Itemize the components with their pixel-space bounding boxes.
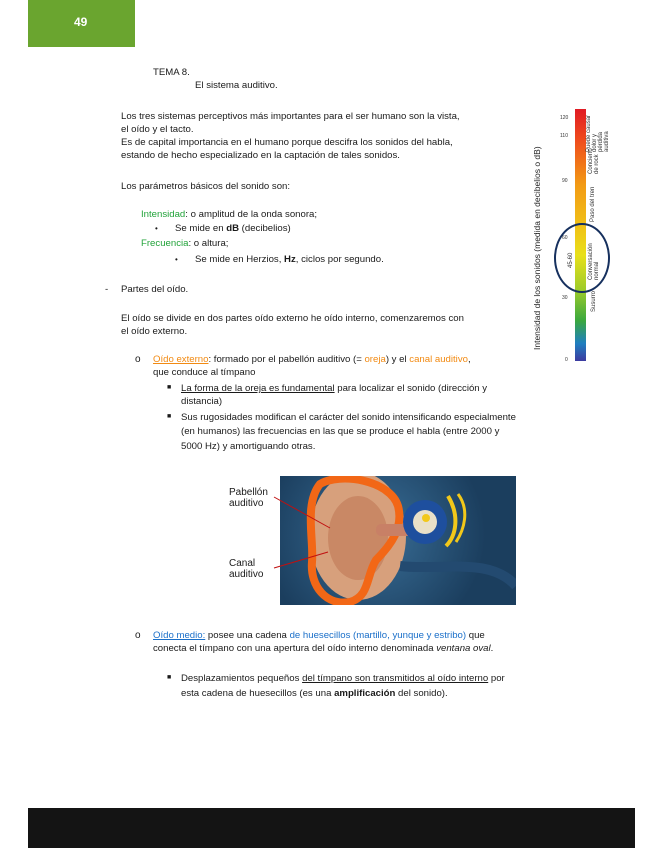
externo-bullet-2-line: Sus rugosidades modifican el carácter del sonido intensificando especialmente bbox=[181, 412, 516, 423]
circle-bullet: o bbox=[135, 354, 141, 365]
circle-bullet: o bbox=[135, 630, 141, 641]
intensidad-desc: : o amplitud de la onda sonora; bbox=[185, 209, 318, 220]
externo-text: ) y el bbox=[385, 354, 410, 365]
medio-bullet-text: Desplazamientos pequeños bbox=[181, 673, 303, 684]
scale-label-db-range: 45-60 bbox=[568, 252, 574, 268]
externo-bullet-2-line: (en humanos) las frecuencias en las que se produce el habla (entre 2000 y bbox=[181, 426, 500, 437]
partes-intro-line: el oído externo. bbox=[121, 326, 188, 337]
externo-text: : formado por el pabellón auditivo (= bbox=[208, 354, 365, 365]
intro-line: Es de capital importancia en el humano porque descifra los sonidos del habla, bbox=[121, 137, 453, 148]
leader-line-canal bbox=[274, 552, 328, 568]
scale-tick: 90 bbox=[562, 178, 568, 184]
frecuencia-desc: : o altura; bbox=[188, 238, 229, 249]
normal-range-highlight bbox=[554, 223, 610, 293]
medio-term: Oído medio: bbox=[153, 630, 206, 641]
scale-tick: 120 bbox=[560, 115, 569, 121]
ventana-oval: ventana oval bbox=[436, 643, 491, 654]
scale-tick: 110 bbox=[560, 133, 568, 139]
medio-bullet-1-line2 bbox=[181, 688, 448, 700]
unit-db: dB bbox=[226, 223, 239, 234]
scale-axis-label: Intensidad de los sonidos (medida en decibelios o dB) bbox=[532, 146, 542, 350]
intensidad-term: Intensidad bbox=[141, 209, 186, 220]
externo-bullet-1-rest: para localizar el sonido (dirección y bbox=[334, 383, 488, 394]
intensidad-sub-text: Se mide en bbox=[175, 223, 227, 234]
param-intensidad-sub: • Se mide en dB (decibelios) bbox=[155, 223, 291, 234]
scale-label-susurro: Susurro bbox=[591, 290, 597, 312]
param-frecuencia-sub: • Se mide en Herzios, Hz, ciclos por segundo. bbox=[175, 254, 384, 265]
scale-label-pain: Puede causar dolor y pérdida auditiva bbox=[586, 114, 610, 152]
leader-line-pabellon bbox=[274, 497, 330, 528]
scale-label-concierto: Concierto de rock bbox=[588, 148, 600, 174]
scale-tick: 0 bbox=[565, 357, 568, 363]
label-pabellon-line: Pabellón bbox=[229, 487, 268, 498]
scale-tick: 60 bbox=[562, 235, 568, 241]
externo-bullet-2-line: 5000 Hz) y amortiguando otras. bbox=[181, 441, 316, 452]
medio-bullet-text: esta cadena de huesecillos (es una bbox=[181, 688, 335, 699]
scale-label-conversacion: Conversación normal bbox=[588, 243, 600, 280]
topic-number: TEMA 8. bbox=[153, 67, 190, 78]
medio-bullet-text: por bbox=[488, 673, 505, 684]
label-canal-line: auditivo bbox=[229, 569, 264, 580]
medio-bullet-ul: del tímpano son transmitidos al oído interno bbox=[302, 673, 489, 684]
externo-bullet-1-line2: distancia) bbox=[181, 396, 223, 407]
medio-text: posee una cadena bbox=[205, 630, 290, 641]
medio-text: que bbox=[466, 630, 485, 641]
dash-bullet: - bbox=[105, 284, 109, 295]
externo-line2: que conduce al tímpano bbox=[153, 367, 256, 378]
amplificacion-term: amplificación bbox=[334, 688, 396, 699]
medio-line2 bbox=[153, 643, 493, 655]
intro-line: estando de hecho especializado en la captación de tales sonidos. bbox=[121, 150, 400, 161]
label-canal-line: Canal bbox=[229, 558, 256, 569]
intensidad-sub-text: (decibelios) bbox=[239, 223, 291, 234]
externo-term: Oído externo bbox=[153, 354, 209, 365]
externo-text: , bbox=[467, 354, 471, 365]
medio-text: . bbox=[490, 643, 494, 654]
frecuencia-sub-text: , ciclos por segundo. bbox=[295, 254, 384, 265]
externo-bullet-1-ul: La forma de la oreja es fundamental bbox=[181, 383, 335, 394]
intro-line: Los tres sistemas perceptivos más importantes para el ser humano son la vista, bbox=[121, 111, 460, 122]
medio-line bbox=[153, 630, 485, 642]
canal-term: canal auditivo bbox=[409, 354, 468, 365]
intro-line: el oído y el tacto. bbox=[121, 124, 194, 135]
medio-bullet-text: del sonido). bbox=[395, 688, 448, 699]
page-number: 49 bbox=[74, 15, 88, 29]
medio-bullet-1 bbox=[181, 673, 505, 685]
oreja-term: oreja bbox=[364, 354, 386, 365]
page-title: El sistema auditivo. bbox=[195, 80, 278, 91]
partes-intro-line: El oído se divide en dos partes oído externo he oído interno, comenzaremos con bbox=[121, 313, 464, 324]
huesecillos-term: de huesecillos (martillo, yunque y estribo) bbox=[289, 630, 467, 641]
params-intro: Los parámetros básicos del sonido son: bbox=[121, 181, 291, 192]
medio-text: conecta el tímpano con una apertura del oído interno denominada bbox=[153, 643, 437, 654]
square-bullet: ■ bbox=[167, 674, 172, 681]
section-title: Partes del oído. bbox=[121, 284, 189, 295]
frecuencia-term: Frecuencia bbox=[141, 238, 189, 249]
square-bullet: ■ bbox=[167, 413, 172, 420]
page-footer-bar bbox=[28, 808, 635, 848]
scale-label-tren: Paso del tren bbox=[590, 186, 596, 222]
scale-tick: 30 bbox=[562, 295, 568, 301]
frecuencia-sub-text: Se mide en Herzios, bbox=[195, 254, 285, 265]
label-pabellon-line: auditivo bbox=[229, 498, 264, 509]
square-bullet: ■ bbox=[167, 384, 172, 391]
unit-hz: Hz bbox=[284, 254, 296, 265]
